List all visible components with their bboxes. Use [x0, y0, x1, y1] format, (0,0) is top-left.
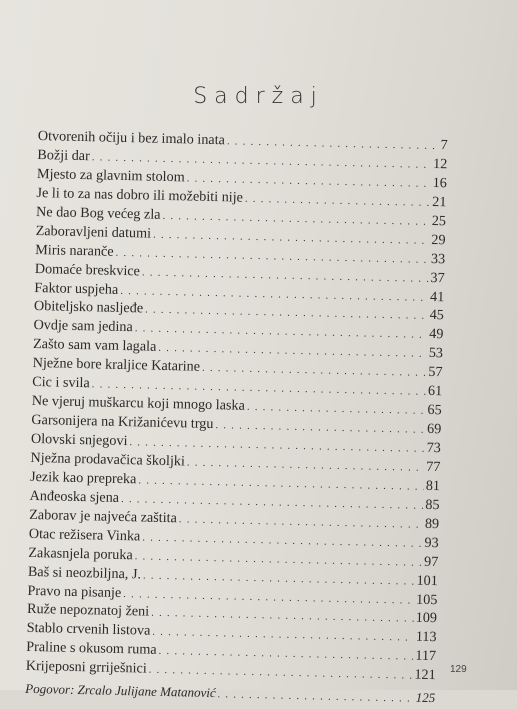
dot-leader [162, 210, 430, 228]
toc-entry-title: Ne dao Bog većeg zla [35, 203, 161, 223]
toc-entry-title: Miris naranče [35, 241, 114, 260]
dot-leader [142, 531, 422, 549]
dot-leader [142, 266, 429, 284]
toc-entry-page: 73 [426, 439, 442, 457]
toc-entry-page: 105 [415, 591, 438, 608]
toc-entry-title: Pravo na pisanje [27, 582, 122, 601]
toc-entry-page: 85 [425, 496, 440, 514]
toc-entry-title: Zakasnjela poruka [28, 544, 133, 563]
dot-leader [135, 550, 423, 569]
dot-leader [202, 362, 427, 379]
toc-entry-title: Stablo crvenih listova [26, 620, 151, 640]
toc-entry-title: Praline s okusom ruma [26, 639, 157, 659]
toc-entry-page: 69 [426, 420, 442, 438]
toc-entry-title: Cic i svila [32, 374, 90, 392]
toc-entry-page: 121 [414, 666, 436, 684]
toc-entry-page: 45 [429, 307, 445, 324]
toc-entry-page: 81 [425, 477, 441, 495]
toc-entry-page: 77 [426, 458, 441, 476]
dot-leader [123, 588, 414, 607]
toc-entry-page: 57 [428, 364, 443, 381]
toc-entry-title: Pogovor: Zrcalo Julijane Matanović [25, 681, 216, 701]
toc-entry-title: Faktor uspjeha [34, 279, 119, 298]
toc-entry-title: Baš si neozbiljna, J. [27, 563, 142, 583]
dot-leader [218, 688, 414, 704]
toc-entry-page: 21 [432, 193, 447, 211]
toc-entry-title: Božji dar [37, 146, 90, 165]
toc-entry-title: Otvorenih očiju i bez imalo inata [37, 128, 226, 149]
dot-leader [149, 664, 413, 682]
dot-leader [215, 419, 425, 436]
toc-entry-page: 113 [415, 629, 437, 646]
dot-leader [138, 474, 424, 492]
dot-leader [245, 193, 431, 209]
toc-entry-page: 7 [440, 137, 448, 154]
toc-entry-title: Domaće breskvice [34, 260, 141, 279]
toc-entry-page: 117 [415, 648, 437, 665]
toc-entry-title: Mjesto za glavnim stolom [36, 165, 185, 186]
toc-entry-title: Nježna prodavačica školjki [30, 449, 186, 470]
dot-leader [135, 323, 428, 342]
toc-entry-title: Zaboravljeni datumi [35, 222, 152, 242]
toc-entry-page: 61 [427, 383, 443, 400]
dot-leader [227, 135, 439, 152]
toc-entry-title: Jezik kao prepreka [29, 468, 137, 488]
dot-leader [187, 456, 425, 473]
toc-entry-page: 41 [429, 288, 445, 305]
dot-leader [179, 513, 423, 531]
toc-entry-title: Ruže nepoznatoj ženi [26, 601, 150, 621]
toc-entry-title: Obiteljsko nasljeđe [33, 298, 144, 317]
dot-leader [247, 401, 426, 417]
toc-entry-title: Zašto sam vam lagala [32, 336, 157, 356]
toc-entry-page: 93 [424, 534, 439, 551]
dot-leader [152, 626, 414, 644]
page-title: Sadržaj [193, 84, 324, 109]
toc-entry-title: Ne vjeruj muškarcu koji mnogo laska [31, 393, 246, 414]
dot-leader [187, 172, 431, 190]
toc-entry-page: 25 [431, 212, 447, 230]
toc-entry-page: 29 [431, 231, 446, 248]
toc-entry-page: 37 [430, 269, 445, 286]
toc-entry-title: Zaborav je najveća zaštita [29, 506, 178, 526]
toc-entry-title: Anđeoska sjena [29, 487, 120, 506]
toc-entry-page: 12 [432, 155, 448, 173]
toc-entry-page: 125 [415, 689, 436, 706]
toc-entry-page: 49 [429, 326, 444, 343]
toc-entry-title: Ovdje sam jedina [33, 317, 133, 336]
dot-leader [158, 645, 413, 663]
dot-leader [143, 569, 415, 587]
toc-entry-title: Otac režisera Vinka [28, 525, 141, 545]
toc-entry-afterword [25, 681, 435, 709]
toc-entry-title: Olovski snjegovi [30, 430, 128, 450]
dot-leader [145, 304, 428, 322]
toc-entry-page: 101 [416, 572, 439, 589]
toc-entry-page: 16 [432, 174, 448, 192]
dot-leader [151, 607, 414, 625]
toc-entry-page: 97 [423, 553, 439, 570]
toc-entry-page: 33 [430, 250, 446, 267]
toc-entry-title: Garsonijera na Križanićevu trgu [31, 411, 214, 433]
dot-leader [158, 342, 427, 360]
dot-leader [153, 228, 430, 246]
dot-leader [129, 436, 424, 455]
toc-entry-page: 109 [415, 610, 438, 627]
toc-entry-page: 89 [424, 515, 440, 532]
toc-entry-title: Nježne bore kraljice Katarine [32, 355, 201, 375]
toc-entry-page: 65 [427, 402, 442, 419]
page-number: 129 [450, 664, 467, 675]
toc-entry-title: Krijeposni grriješnici [25, 658, 147, 677]
toc-entry-title: Je li to za nas dobro ili možebiti nije [36, 184, 244, 206]
toc-entry-page: 53 [428, 345, 444, 362]
table-of-contents [25, 128, 448, 709]
